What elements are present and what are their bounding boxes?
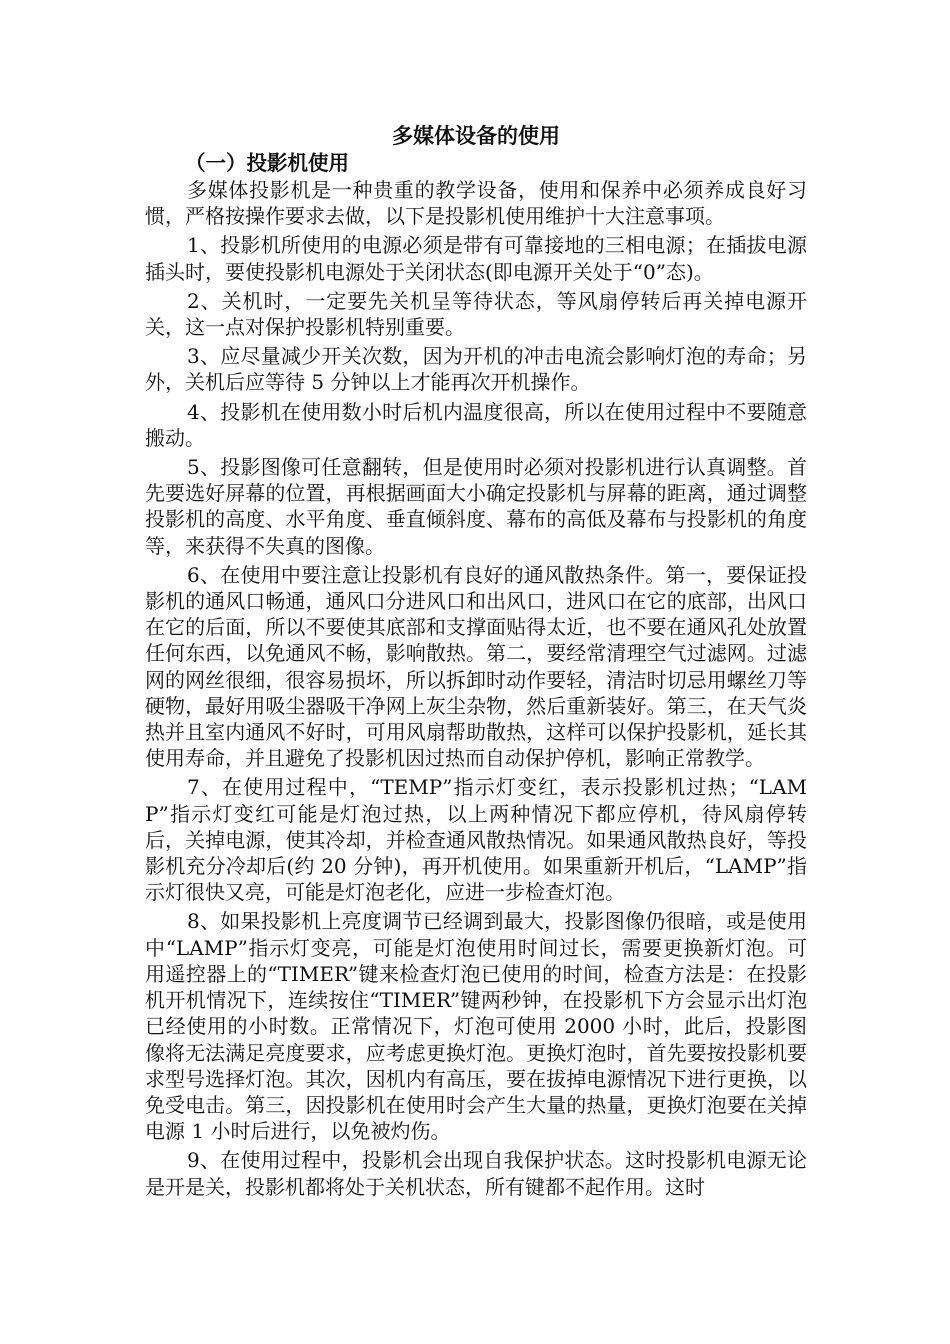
section-heading: （一）投影机使用 — [185, 151, 349, 175]
paragraph-item-8: 8、如果投影机上亮度调节已经调到最大，投影图像仍很暗，或是使用中“LAMP”指示灯变亮，可能是灯泡使用时间过长，需要更换新灯泡。可用遥控器上的“TIMER”键来检查灯泡已使用的时间，检查方法是：在投影机开机情况下，连续按住“TIMER”键两秒钟，在投影机下方会显示出灯泡已经使用的小时数。正常情况下，灯泡可使用 2000 小时，此后，投影图像将无法满足亮度要求，应考虑更换灯泡。更换灯泡时，首先要按投影机要求型号选择灯泡。其次，因机内有高压，要在拔掉电源情况下进行更换，以免受电击。第三，因投影机在使用时会产生大量的热量，更换灯泡要在关掉电源 1 小时后进行，以免被灼伤。 — [145, 909, 807, 1144]
paragraph-item-4: 4、投影机在使用数小时后机内温度很高，所以在使用过程中不要随意搬动。 — [145, 399, 807, 450]
paragraph-item-7: 7、在使用过程中，“TEMP”指示灯变红，表示投影机过热；“LAMP”指示灯变红可能是灯泡过热，以上两种情况下都应停机，待风扇停转后，关掉电源，使其冷却，并检查通风散热情况。如果通风散热良好，等投影机充分冷却后(约 20 分钟)，再开机使用。如果重新开机后，“LAMP”指示灯很快又亮，可能是灯泡老化，应进一步检查灯泡。 — [145, 775, 807, 905]
paragraph-item-9: 9、在使用过程中，投影机会出现自我保护状态。这时投影机电源无论是开是关，投影机都将处于关机状态，所有键都不起作用。这时 — [145, 1148, 807, 1199]
paragraph-item-2: 2、关机时，一定要先关机呈等待状态，等风扇停转后再关掉电源开关，这一点对保护投影机特别重要。 — [145, 288, 807, 340]
paragraph-item-5: 5、投影图像可任意翻转，但是使用时必须对投影机进行认真调整。首先要选好屏幕的位置，再根据画面大小确定投影机与屏幕的距离，通过调整投影机的高度、水平角度、垂直倾斜度、幕布的高低及幕布与投影机的角度等，来获得不失真的图像。 — [145, 455, 807, 558]
document-title: 多媒体设备的使用 — [392, 123, 560, 148]
document-body — [145, 122, 807, 1203]
paragraph-intro: 多媒体投影机是一种贵重的教学设备，使用和保养中必须养成良好习惯，严格按操作要求去做，以下是投影机使用维护十大注意事项。 — [145, 178, 807, 229]
paragraph-item-6: 6、在使用中要注意让投影机有良好的通风散热条件。第一，要保证投影机的通风口畅通，通风口分进风口和出风口，进风口在它的底部，出风口在它的后面，所以不要使其底部和支撑面贴得太近，也不要在通风孔处放置任何东西，以免通风不畅，影响散热。第二，要经常清理空气过滤网。过滤网的网丝很细，很容易损坏，所以拆卸时动作要轻，清洁时切忌用螺丝刀等硬物，最好用吸尘器吸干净网上灰尘杂物，然后重新装好。第三，在天气炎热并且室内通风不好时，可用风扇帮助散热，这样可以保护投影机，延长其使用寿命，并且避免了投影机因过热而自动保护停机，影响正常教学。 — [145, 562, 807, 771]
paragraph-item-3: 3、应尽量减少开关次数，因为开机的冲击电流会影响灯泡的寿命；另外，关机后应等待 5 分钟以上才能再次开机操作。 — [145, 344, 807, 395]
paragraph-item-1: 1、投影机所使用的电源必须是带有可靠接地的三相电源；在插拔电源插头时，要使投影机电源处于关闭状态(即电源开关处于“0”态)。 — [145, 233, 807, 284]
